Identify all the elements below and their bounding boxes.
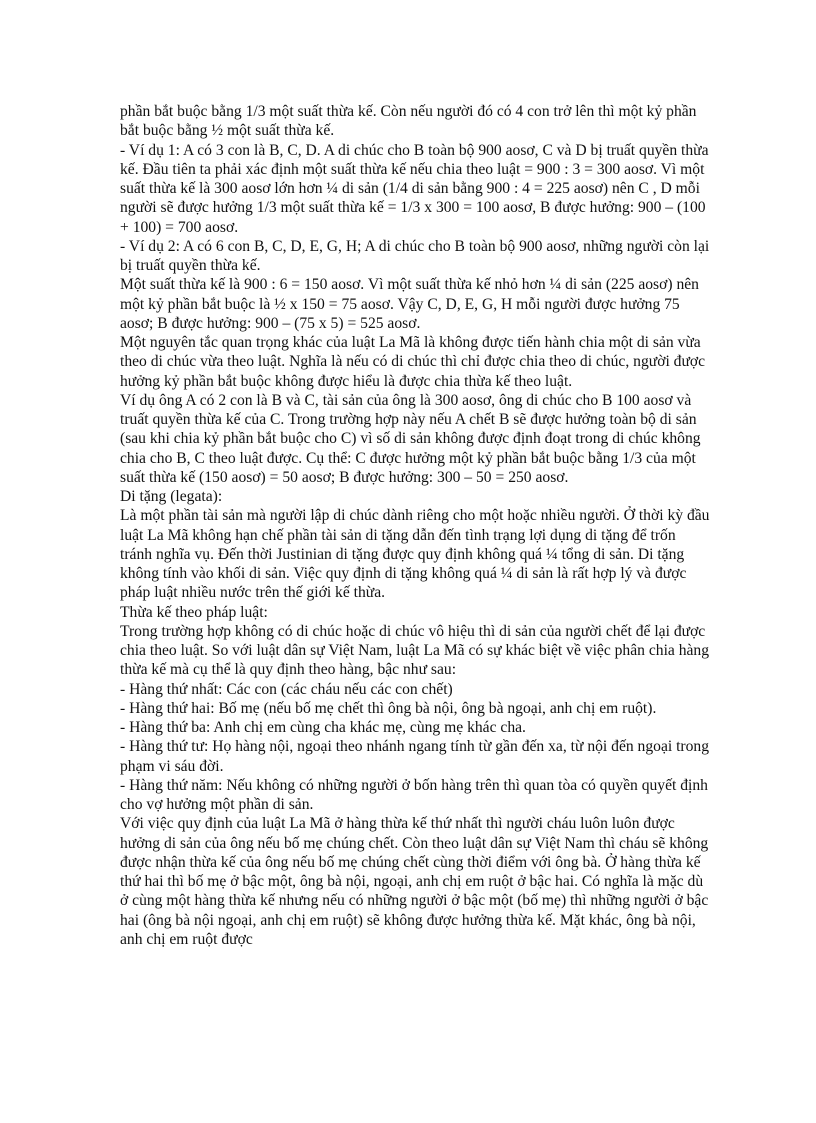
document-page — [120, 102, 710, 949]
paragraph-example-3: Ví dụ ông A có 2 con là B và C, tài sản của ông là 300 aosơ, ông di chúc cho B 100 aosơ và truất quyền thừa kế của C. Trong trường hợp này nếu A chết B sẽ được hưởng toàn bộ di sản (sau khi chia kỷ phần bắt buộc cho C) vì số di sản không được định đoạt trong di chúc không chia cho B, C theo luật được. Cụ thể: C được hưởng một kỷ phần bắt buộc bằng 1/3 của một suất thừa kế (150 aosơ) = 50 aosơ; B được hưởng: 300 – 50 = 250 aosơ. — [120, 391, 701, 486]
list-item-rank-4: - Hàng thứ tư: Họ hàng nội, ngoại theo nhánh ngang tính từ gần đến xa, từ nội đến ngoại trong phạm vi sáu đời. — [120, 738, 710, 775]
heading-legata: Di tặng (legata): — [120, 488, 223, 505]
paragraph-comparison: Với việc quy định của luật La Mã ở hàng thừa kế thứ nhất thì người cháu luôn luôn được hưởng di sản của ông nếu bố mẹ chúng chết. Còn theo luật dân sự Việt Nam thì cháu sẽ không được nhận thừa kế của ông nếu bố mẹ chúng chết cùng thời điểm với ông bà. Ở hàng thừa kế thứ hai thì bố mẹ ở bậc một, ông bà nội, ngoại, anh chị em ruột ở bậc hai. Có nghĩa là mặc dù ở cùng một hàng thừa kế nhưng nếu có những người ở bậc một (bố mẹ) thì những người ở bậc hai (ông bà nội ngoại, anh chị em ruột) sẽ không được hưởng thừa kế. Mặt khác, ông bà nội, anh chị em ruột được — [120, 815, 709, 948]
paragraph-example-1: - Ví dụ 1: A có 3 con là B, C, D. A di chúc cho B toàn bộ 900 aosơ, C và D bị truất quyền thừa kế. Đầu tiên ta phải xác định một suất thừa kế nếu chia theo luật = 900 : 3 = 300 aosơ. Vì một suất thừa kế là 300 aosơ lớn hơn ¼ di sản (1/4 di sản bằng 900 : 4 = 225 aosơ) nên C , D mỗi người sẽ được hưởng 1/3 một suất thừa kế = 1/3 x 300 = 100 aosơ, B được hưởng: 900 – (100 + 100) = 700 aosơ. — [120, 141, 709, 236]
paragraph-principle: Một nguyên tắc quan trọng khác của luật La Mã là không được tiến hành chia một di sản vừa theo di chúc vừa theo luật. Nghĩa là nếu có di chúc thì chỉ được chia theo di chúc, người được hưởng kỷ phần bắt buộc không được hiểu là được chia thừa kế theo luật. — [120, 334, 706, 390]
paragraph-example-2-calc: Một suất thừa kế là 900 : 6 = 150 aosơ. Vì một suất thừa kế nhỏ hơn ¼ di sản (225 aosơ) nên một kỷ phần bắt buộc là ½ x 150 = 75 aosơ. Vậy C, D, E, G, H mỗi người được hưởng 75 aosơ; B được hưởng: 900 – (75 x 5) = 525 aosơ. — [120, 276, 699, 332]
paragraph-forced-share-intro: phần bắt buộc bằng 1/3 một suất thừa kế. Còn nếu người đó có 4 con trở lên thì một kỷ phần bắt buộc bằng ½ một suất thừa kế. — [120, 103, 697, 140]
paragraph-intestate-intro: Trong trường hợp không có di chúc hoặc di chúc vô hiệu thì di sản của người chết để lại được chia theo luật. So với luật dân sự Việt Nam, luật La Mã có sự khác biệt về việc phân chia hàng thừa kế mà cụ thể là quy định theo hàng, bậc như sau: — [120, 622, 710, 679]
list-item-rank-1: - Hàng thứ nhất: Các con (các cháu nếu các con chết) — [120, 680, 453, 698]
paragraph-legata: Là một phần tài sản mà người lập di chúc dành riêng cho một hoặc nhiều người. Ở thời kỳ đầu luật La Mã không hạn chế phần tài sản di tặng dẫn đến tình trạng lợi dụng di tặng để trốn tránh nghĩa vụ. Đến thời Justinian di tặng được quy định không quá ¼ tổng di sản. Di tặng không tính vào khối di sản. Việc quy định di tặng không quá ¼ di sản là rất hợp lý và được pháp luật nhiều nước trên thế giới kế thừa. — [120, 507, 710, 602]
list-item-rank-5: - Hàng thứ năm: Nếu không có những người ở bốn hàng trên thì quan tòa có quyền quyết định cho vợ hưởng một phần di sản. — [120, 776, 708, 813]
paragraph-example-2: - Ví dụ 2: A có 6 con B, C, D, E, G, H; A di chúc cho B toàn bộ 900 aosơ, những người còn lại bị truất quyền thừa kế. — [120, 237, 710, 274]
list-item-rank-3: - Hàng thứ ba: Anh chị em cùng cha khác mẹ, cùng mẹ khác cha. — [120, 719, 526, 736]
heading-intestate-succession: Thừa kế theo pháp luật: — [120, 603, 268, 621]
list-item-rank-2: - Hàng thứ hai: Bố mẹ (nếu bố mẹ chết thì ông bà nội, ông bà ngoại, anh chị em ruột). — [120, 699, 657, 717]
